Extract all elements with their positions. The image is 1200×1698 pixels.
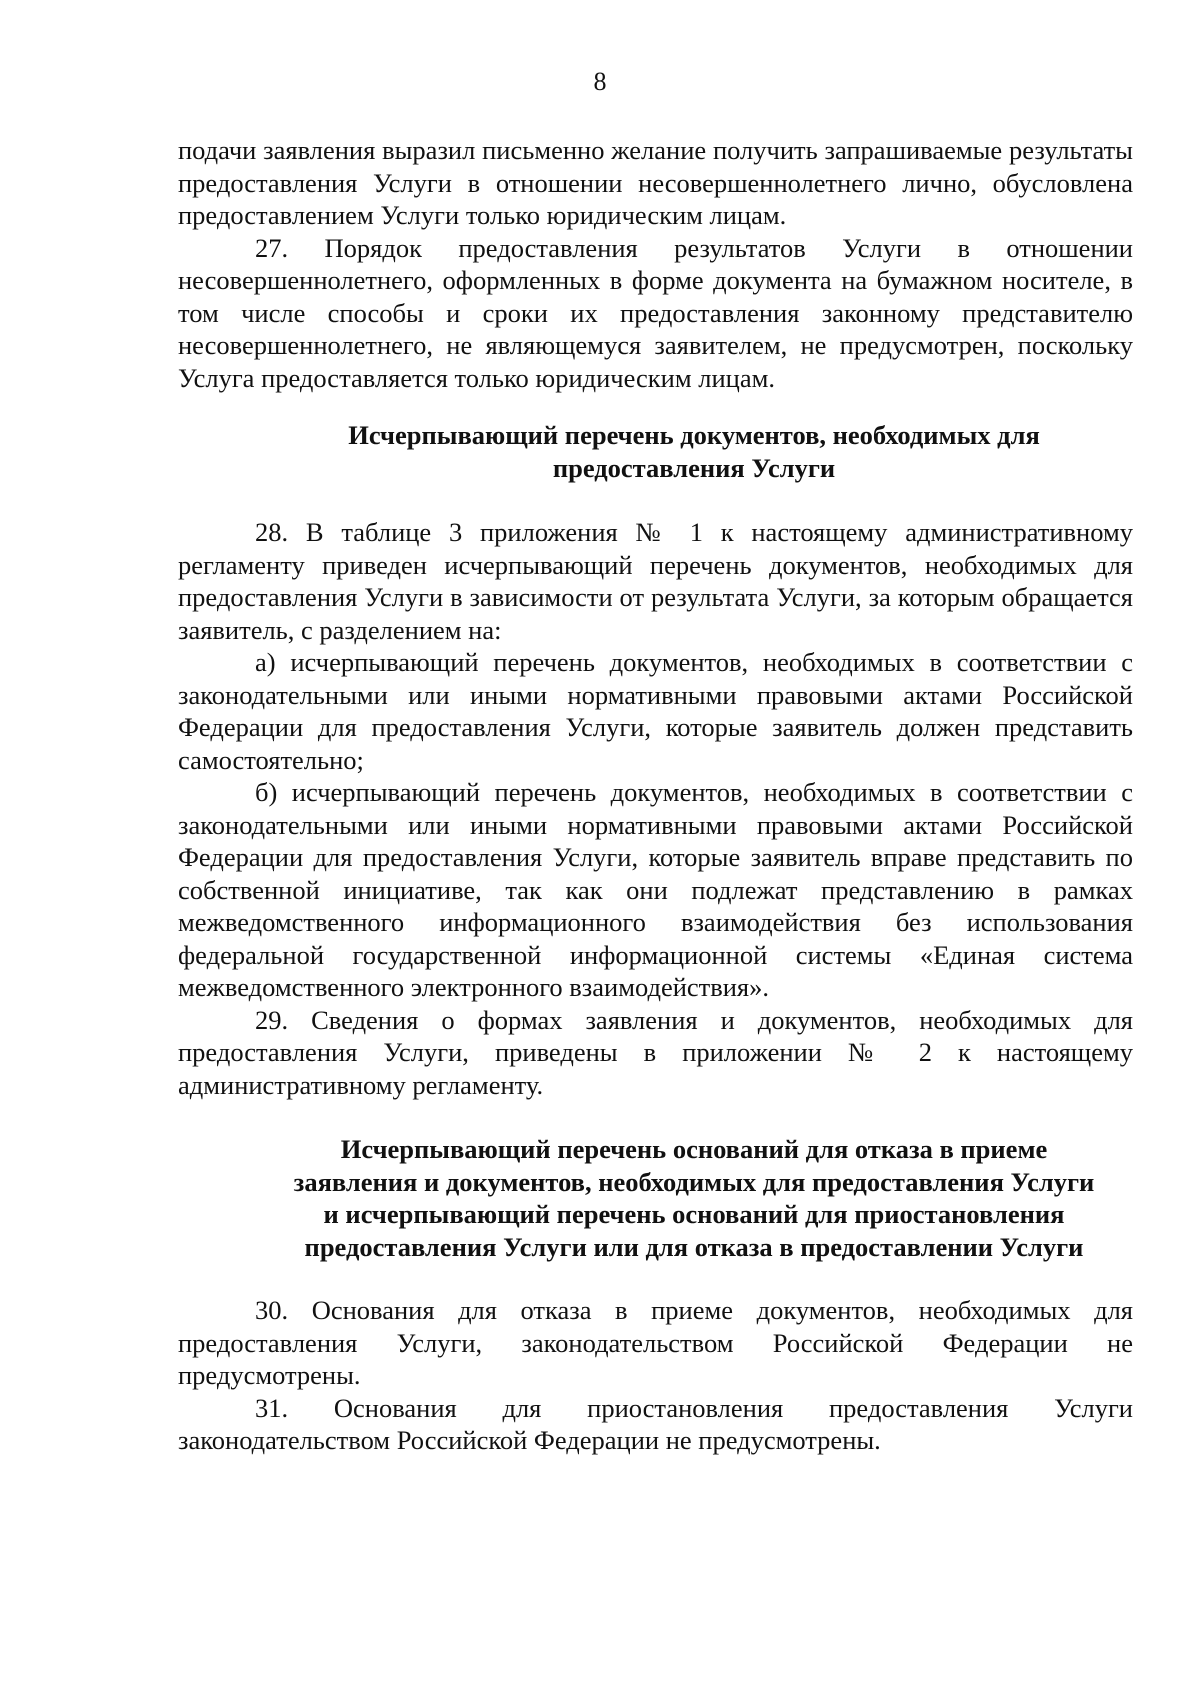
page-number: 8 [593, 67, 607, 96]
paragraph-28: 28. В таблице 3 приложения № 1 к настоящему административному регламенту приведен исчерпывающий перечень документов, необходимых для предоставления Услуги в зависимости от результата Услуги, за которым обращается заявитель, с разделением на: [178, 517, 1133, 645]
heading-line: и исчерпывающий перечень оснований для приостановления [323, 1199, 1065, 1229]
paragraph-28-b: б) исчерпывающий перечень документов, необходимых в соответствии с законодательными или иными нормативными правовыми актами Российской Федерации для предоставления Услуги, которые заявитель вправе представить по собственной инициативе, так как они подлежат представлению в рамках межведомственного информационного взаимодействия без использования федеральной государственной информационной системы «Единая система межведомственного электронного взаимодействия». [178, 777, 1133, 1002]
paragraph-28-a: а) исчерпывающий перечень документов, необходимых в соответствии с законодательными или иными нормативными правовыми актами Российской Федерации для предоставления Услуги, которые заявитель должен представить самостоятельно; [178, 647, 1133, 775]
paragraph-27: 27. Порядок предоставления результатов Услуги в отношении несовершеннолетнего, оформленных в форме документа на бумажном носителе, в том числе способы и сроки их предоставления законному представителю несовершеннолетнего, не являющемуся заявителем, не предусмотрен, поскольку Услуга предоставляется только юридическим лицам. [178, 232, 1133, 393]
document-body [178, 134, 1133, 1457]
paragraph-continuation: подачи заявления выразил письменно желание получить запрашиваемые результаты предоставления Услуги в отношении несовершеннолетнего лично, обусловлена предоставлением Услуги только юридическим лицам. [178, 135, 1133, 230]
heading-line: Исчерпывающий перечень оснований для отказа в приеме [340, 1134, 1048, 1164]
heading-line: предоставления Услуги [552, 452, 836, 483]
heading-line: предоставления Услуги или для отказа в предоставлении Услуги [304, 1231, 1084, 1262]
paragraph-30: 30. Основания для отказа в приеме документов, необходимых для предоставления Услуги, законодательством Российской Федерации не предусмотрены. [178, 1295, 1133, 1390]
section-heading-documents [178, 419, 1133, 484]
section-heading-refusal-grounds [178, 1133, 1133, 1263]
heading-line: Исчерпывающий перечень документов, необходимых для [348, 420, 1040, 450]
heading-line: заявления и документов, необходимых для предоставления Услуги [293, 1166, 1095, 1197]
paragraph-29: 29. Сведения о формах заявления и документов, необходимых для предоставления Услуги, приведены в приложении № 2 к настоящему административному регламенту. [178, 1004, 1133, 1100]
paragraph-31: 31. Основания для приостановления предоставления Услуги законодательством Российской Федерации не предусмотрены. [178, 1392, 1133, 1455]
